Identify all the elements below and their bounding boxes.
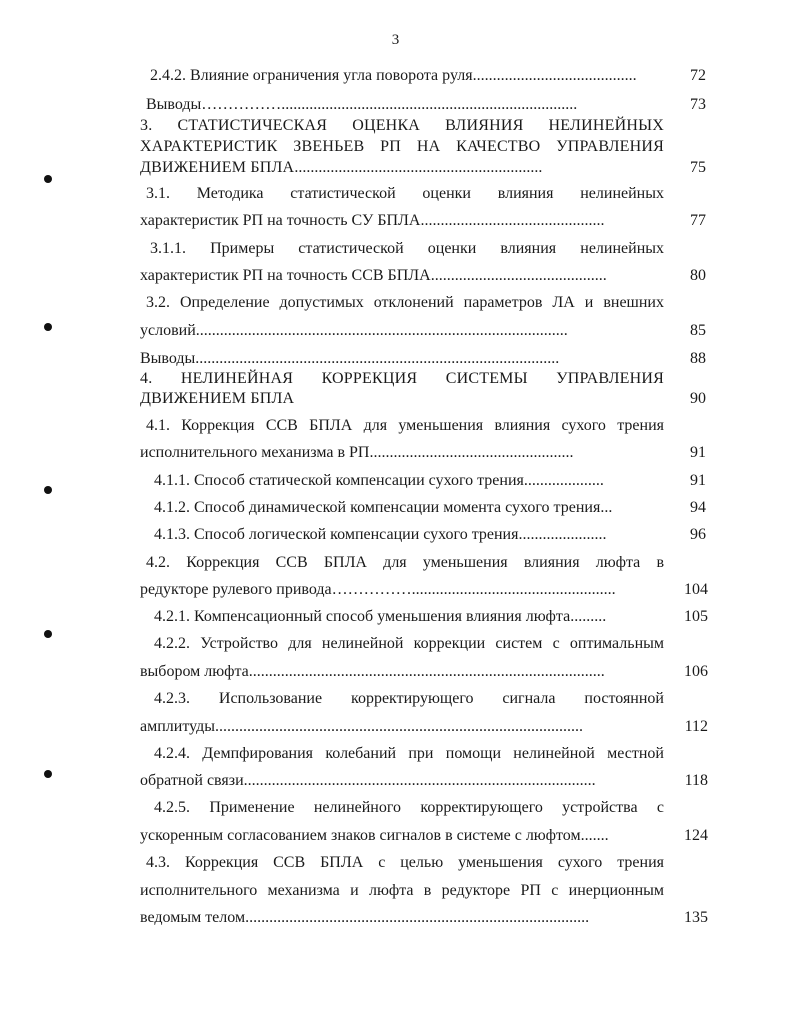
toc-entry-4-2-3-line2 xyxy=(140,716,646,738)
toc-page-number: 88 xyxy=(690,350,706,367)
toc-leader: ........................................................................................... xyxy=(195,350,560,367)
toc-entry-3-2-line2 xyxy=(140,320,656,342)
binder-hole-dot xyxy=(44,175,52,183)
toc-leader: ......... xyxy=(570,608,607,625)
toc-leader: ............................................................................................ xyxy=(215,718,583,735)
toc-entry-title: ДВИЖЕНИЕМ БПЛА xyxy=(140,159,295,176)
toc-leader: ....... xyxy=(580,827,609,844)
toc-entry-title: Выводы xyxy=(140,350,196,367)
toc-entry-4-3-line1: 4.3. Коррекция ССВ БПЛА с целью уменьшения сухого трения xyxy=(146,854,664,871)
toc-entry-title: ведомым телом xyxy=(140,909,246,926)
toc-entry-conclusions-3 xyxy=(140,348,656,370)
toc-entry-4-2-3-line1: 4.2.3. Использование корректирующего сигнала постоянной xyxy=(154,690,664,707)
toc-entry-title: исполнительного механизма в РП xyxy=(140,444,370,461)
toc-leader: .................... xyxy=(523,472,604,489)
toc-entry-title: 2.4.2. Влияние ограничения угла поворота руля xyxy=(150,67,473,84)
toc-page-number: 90 xyxy=(690,390,706,407)
toc-entry-3-1-line1: 3.1. Методика статистической оценки влияния нелинейных xyxy=(146,185,664,202)
toc-entry-title: Выводы xyxy=(146,96,202,113)
toc-entry-title: редукторе рулевого привода xyxy=(140,581,332,598)
toc-entry-4-1-2 xyxy=(154,497,660,519)
toc-entry-4-2-5-line1: 4.2.5. Применение нелинейного корректирующего устройства с xyxy=(154,799,664,816)
toc-entry-4-1-line2 xyxy=(140,442,662,464)
toc-leader: …………….......................................................................... xyxy=(201,96,578,113)
toc-chapter-3-line1: 3. СТАТИСТИЧЕСКАЯ ОЦЕНКА ВЛИЯНИЯ НЕЛИНЕЙНЫХ xyxy=(140,117,664,134)
toc-page-number: 135 xyxy=(684,909,708,926)
toc-entry-4-3-line2: исполнительного механизма и люфта в редукторе РП с инерционным xyxy=(140,882,664,899)
toc-entry-4-3-line3 xyxy=(140,907,640,929)
toc-entry-conclusions-2 xyxy=(146,94,652,116)
toc-page-number: 104 xyxy=(684,581,708,598)
toc-entry-4-2-2-line2 xyxy=(140,661,654,683)
toc-leader: ...................................................................................... xyxy=(245,909,590,926)
toc-page-number: 105 xyxy=(684,608,708,625)
toc-entry-4-2-1 xyxy=(154,606,650,628)
toc-leader: ................................................... xyxy=(369,444,574,461)
toc-page-number: 80 xyxy=(690,267,706,284)
binder-hole-dot xyxy=(44,486,52,494)
toc-leader: .............................................. xyxy=(420,212,605,229)
toc-chapter-3-line2: ХАРАКТЕРИСТИК ЗВЕНЬЕВ РП НА КАЧЕСТВО УПРАВЛЕНИЯ xyxy=(140,138,664,155)
toc-entry-title: выбором люфта xyxy=(140,663,249,680)
toc-page-number: 91 xyxy=(690,444,706,461)
toc-entry-title: ДВИЖЕНИЕМ БПЛА xyxy=(140,390,295,407)
toc-leader: ......................................... xyxy=(472,67,637,84)
toc-page-number: 73 xyxy=(690,96,706,113)
toc-leader: ……………................................................... xyxy=(331,581,616,598)
toc-entry-2-4-2 xyxy=(150,65,652,87)
page-number: 3 xyxy=(391,32,400,48)
toc-entry-3-1-line2 xyxy=(140,210,656,232)
toc-page-number: 94 xyxy=(690,499,706,516)
toc-chapter-3-line3 xyxy=(140,157,650,179)
toc-page-number: 96 xyxy=(690,526,706,543)
toc-page-number: 72 xyxy=(690,67,706,84)
toc-entry-4-2-4-line1: 4.2.4. Демпфирования колебаний при помощи нелинейной местной xyxy=(154,745,664,762)
toc-entry-4-2-line1: 4.2. Коррекция ССВ БПЛА для уменьшения влияния люфта в xyxy=(146,554,664,571)
toc-entry-title: 4.1.2. Способ динамической компенсации момента сухого трения xyxy=(154,499,601,516)
toc-entry-4-2-2-line1: 4.2.2. Устройство для нелинейной коррекции систем с оптимальным xyxy=(154,635,664,652)
toc-leader: ......................................................................................... xyxy=(248,663,605,680)
toc-entry-3-2-line1: 3.2. Определение допустимых отклонений параметров ЛА и внешних xyxy=(146,294,664,311)
toc-leader: ...................... xyxy=(518,526,607,543)
toc-entry-title: характеристик РП на точность СУ БПЛА xyxy=(140,212,421,229)
toc-leader: ... xyxy=(600,499,613,516)
toc-entry-title: 4.1.1. Способ статической компенсации сухого трения xyxy=(154,472,524,489)
toc-page-number: 91 xyxy=(690,472,706,489)
toc-entry-title: обратной связи xyxy=(140,772,244,789)
toc-page-number: 112 xyxy=(684,718,708,735)
toc-page-number: 85 xyxy=(690,322,706,339)
toc-entry-title: характеристик РП на точность ССВ БПЛА xyxy=(140,267,431,284)
binder-hole-dot xyxy=(44,770,52,778)
toc-page-number: 118 xyxy=(684,772,708,789)
toc-entry-4-2-line2 xyxy=(140,579,658,601)
toc-page-number: 77 xyxy=(690,212,706,229)
toc-entry-4-2-4-line2 xyxy=(140,770,644,792)
binder-hole-dot xyxy=(44,323,52,331)
toc-entry-4-2-5-line2 xyxy=(140,825,654,847)
toc-entry-title: 4.1.3. Способ логической компенсации сухого трения xyxy=(154,526,519,543)
binder-hole-dot xyxy=(44,630,52,638)
toc-entry-title: условий xyxy=(140,322,196,339)
toc-page-number: 124 xyxy=(684,827,708,844)
toc-leader: ............................................................................................. xyxy=(195,322,568,339)
toc-page-number: 75 xyxy=(690,159,706,176)
toc-chapter-4-line1: 4. НЕЛИНЕЙНАЯ КОРРЕКЦИЯ СИСТЕМЫ УПРАВЛЕНИЯ xyxy=(140,370,664,387)
toc-entry-title: амплитуды xyxy=(140,718,215,735)
toc-leader: ........................................................................................ xyxy=(243,772,596,789)
toc-page-number: 106 xyxy=(684,663,708,680)
toc-leader: .............................................................. xyxy=(294,159,543,176)
toc-entry-title: ускоренным согласованием знаков сигналов в системе с люфтом xyxy=(140,827,581,844)
toc-entry-3-1-1-line1: 3.1.1. Примеры статистической оценки влияния нелинейных xyxy=(150,240,664,257)
toc-leader: ............................................ xyxy=(430,267,607,284)
toc-chapter-4-line2 xyxy=(140,388,650,410)
toc-entry-title: 4.2.1. Компенсационный способ уменьшения влияния люфта xyxy=(154,608,571,625)
toc-entry-4-1-line1: 4.1. Коррекция ССВ БПЛА для уменьшения влияния сухого трения xyxy=(146,417,664,434)
toc-entry-4-1-3 xyxy=(154,524,654,546)
toc-entry-4-1-1 xyxy=(154,470,654,492)
toc-entry-3-1-1-line2 xyxy=(140,265,652,287)
